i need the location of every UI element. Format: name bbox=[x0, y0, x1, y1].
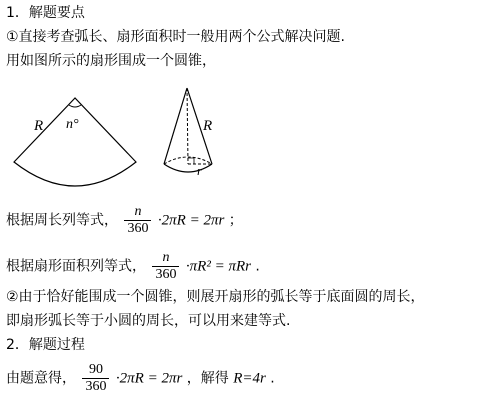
sector-diagram bbox=[14, 98, 136, 186]
equation-perimeter-prefix: 根据周长列等式， bbox=[6, 212, 118, 229]
fraction: $\frac{90}{360}$ bbox=[82, 362, 109, 395]
fraction: $\frac{n}{360}$ bbox=[152, 250, 179, 283]
cone-slant-label: R bbox=[203, 118, 213, 134]
sector-cone-figure bbox=[0, 82, 260, 194]
solution-prefix: 由题意得， bbox=[6, 370, 76, 387]
cone-radius-label: r bbox=[197, 163, 203, 178]
right-angle-mark bbox=[188, 158, 194, 164]
cone-height-line bbox=[187, 88, 188, 164]
sector-shape bbox=[14, 98, 136, 186]
cone-base-front bbox=[164, 164, 212, 172]
equation-area: 根据扇形面积列等式， $\frac{n}{360}$ ·πR² = πRr . bbox=[6, 250, 260, 282]
solution-result: R=4r bbox=[233, 370, 266, 387]
point-1-line-2: 用如图所示的扇形围成一个圆锥， bbox=[6, 53, 216, 69]
section-1-heading: 1．解题要点 bbox=[6, 5, 85, 21]
equation-area-rhs: ·πR² = πRr bbox=[185, 258, 251, 275]
sector-angle-arc bbox=[69, 105, 81, 107]
sector-angle-label: n° bbox=[66, 117, 79, 132]
sector-radius-label: R bbox=[34, 118, 44, 134]
equation-perimeter: 根据周长列等式， $\frac{n}{360}$ ·2πR = 2πr ； bbox=[6, 204, 243, 236]
equation-area-prefix: 根据扇形面积列等式， bbox=[6, 258, 146, 275]
section-2-heading: 2．解题过程 bbox=[6, 337, 85, 353]
cone-left-edge bbox=[164, 88, 187, 164]
fraction: $\frac{n}{360}$ bbox=[124, 204, 151, 237]
equation-perimeter-rhs: ·2πR = 2πr bbox=[157, 212, 225, 229]
point-2-line-2: 即扇形弧长等于小圆的周长，可以用来建等式. bbox=[6, 313, 291, 329]
solution-rhs: ·2πR = 2πr bbox=[115, 370, 183, 387]
point-1-line-1: ①直接考查弧长、扇形面积时一般用两个公式解决问题. bbox=[6, 29, 345, 45]
cone-diagram bbox=[164, 88, 212, 178]
point-2-line-1: ②由于恰好能围成一个圆锥，则展开扇形的弧长等于底面圆的周长， bbox=[6, 289, 425, 305]
solution-equation: 由题意得， $\frac{90}{360}$ ·2πR = 2πr ，解得 R=4r . bbox=[6, 362, 275, 394]
solution-middle: ，解得 bbox=[186, 370, 229, 387]
